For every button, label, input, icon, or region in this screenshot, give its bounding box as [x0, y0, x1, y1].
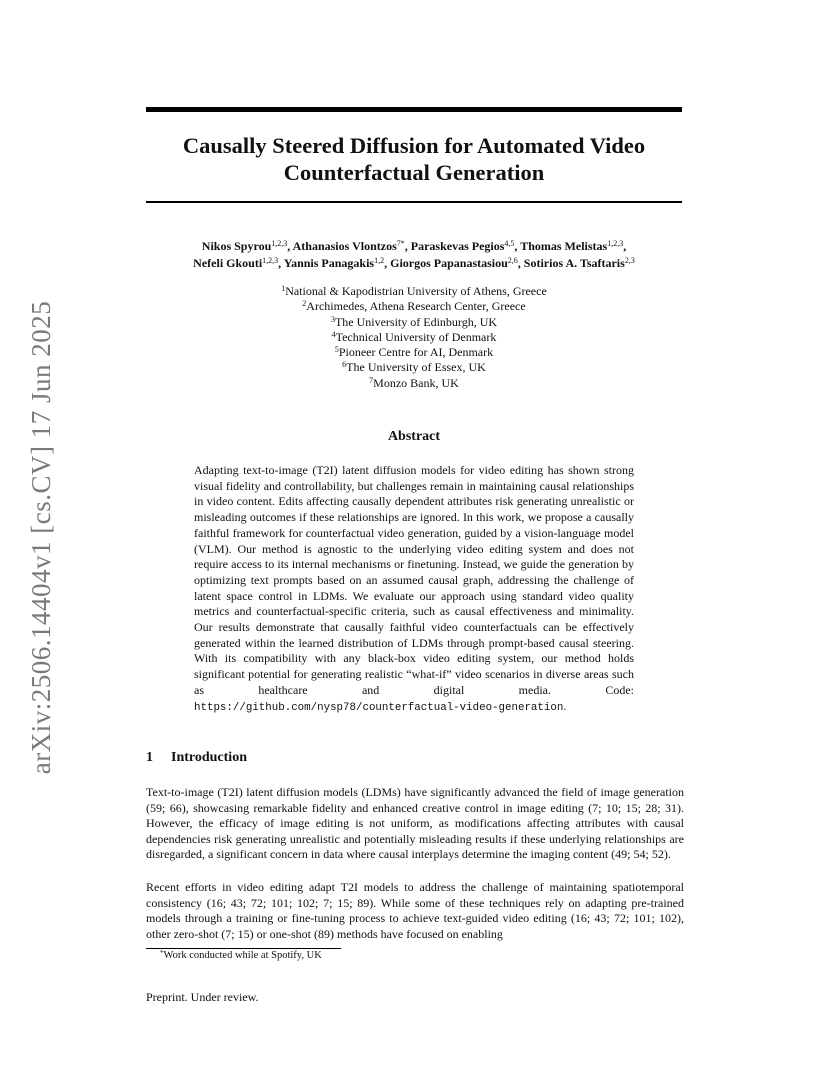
title-top-rule: [146, 107, 682, 112]
affiliation: [146, 330, 682, 345]
author-separator: ,: [623, 239, 627, 253]
abstract-body: [194, 463, 634, 716]
affiliation: [146, 345, 682, 360]
title-line-2: Counterfactual Generation: [283, 160, 545, 185]
author-name: Nikos Spyrou: [201, 239, 272, 253]
footnote: [160, 950, 322, 961]
author-list: [120, 238, 708, 272]
author-name: Nefeli Gkouti: [193, 256, 263, 270]
section-heading-introduction: [146, 750, 247, 766]
affiliation-text: Pioneer Centre for AI, Denmark: [338, 345, 494, 360]
affiliation-number: 2: [302, 299, 307, 309]
affiliation-list: [146, 284, 682, 391]
author-separator: ,: [404, 239, 411, 253]
section-title: Introduction: [171, 750, 247, 765]
author-affil-sup: 1,2,3: [607, 239, 624, 248]
affiliation: [146, 284, 682, 299]
author-name: Athanasios Vlontzos: [292, 239, 397, 253]
affiliation-text: National & Kapodistrian University of Athens, Greece: [285, 284, 547, 298]
affiliation-text: Archimedes, Athena Research Center, Greece: [306, 299, 526, 314]
author-line-2: [120, 255, 708, 272]
author-name: Thomas Melistas: [520, 239, 608, 253]
intro-paragraph-2: Recent efforts in video editing adapt T2I models to address the challenge of maintaining spatiotemporal consistency (16; 43; 72; 101; 102; 7; 15; 89). While some of these techniques rely on adapting pre-trained models through a training or fine-tuning process to achieve text-guided video editing (16; 43; 72; 101; 102), other zero-shot (7; 15) or one-shot (89) methods have focused on enabling: [146, 880, 684, 941]
affiliation-text: Technical University of Denmark: [335, 329, 497, 344]
affiliation: [146, 376, 682, 391]
author-separator: ,: [514, 239, 521, 253]
author-affil-sup: 1,2,3: [262, 256, 279, 265]
affiliation-number: 6: [342, 360, 347, 370]
abstract-end: .: [563, 698, 567, 713]
author-affil-sup: 2,3: [624, 256, 635, 265]
footnote-mark: *: [160, 949, 164, 957]
author-separator: ,: [384, 256, 391, 270]
affiliation: [146, 299, 682, 314]
preprint-notice: Preprint. Under review.: [146, 990, 259, 1004]
author-line-1: [120, 238, 708, 255]
author-name: Giorgos Papanastasiou: [390, 256, 508, 270]
title-bottom-rule: [146, 201, 682, 203]
abstract-heading: Abstract: [387, 429, 441, 444]
affiliation: [146, 315, 682, 330]
author-separator: ,: [517, 256, 524, 270]
footnote-rule: [146, 948, 341, 949]
author-affil-sup: 2,6: [507, 256, 518, 265]
affiliation-number: 5: [334, 345, 339, 355]
author-affil-sup: 7*: [396, 239, 405, 248]
affiliation-number: 3: [330, 314, 335, 324]
affiliation-text: Monzo Bank, UK: [373, 375, 459, 390]
author-affil-sup: 1,2,3: [271, 239, 288, 248]
title-line-1: Causally Steered Diffusion for Automated Video: [182, 133, 646, 158]
author-name: Yannis Panagakis: [283, 256, 375, 270]
affiliation-number: 7: [369, 375, 374, 385]
affiliation-number: 1: [281, 284, 286, 293]
abstract-text: Adapting text-to-image (T2I) latent diffusion models for video editing has shown strong visual fidelity and controllability, but challenges remain in maintaining causal relationships in video content. Edits affecting causally dependent attributes risk generating unrealistic or misleading outcomes if these relationships are ignored. In this work, we propose a causally faithful framework for counterfactual video generation, guided by a vision-language model (VLM). Our method is agnostic to the underlying video editing system and does not require access to its internal mechanisms or finetuning. Instead, we guide the generation by optimizing text prompts based on an assumed causal graph, addressing the challenge of latent space control in LDMs. We evaluate our approach using standard video quality metrics and counterfactual-specific criteria, such as causal effectiveness and minimality. Our results demonstrate that causally faithful video counterfactuals can be effectively generated within the learned distribution of LDMs through prompt-based causal steering. With its compatibility with any black-box video editing system, our method holds significant potential for generating realistic “what-if” video scenarios in diverse areas such as healthcare and digital media. Code:: [194, 463, 634, 697]
author-separator: ,: [287, 239, 293, 253]
affiliation-text: The University of Edinburgh, UK: [334, 314, 498, 329]
affiliation-number: 4: [331, 329, 336, 339]
author-name: Paraskevas Pegios: [410, 239, 505, 253]
author-name: Sotirios A. Tsaftaris: [523, 256, 625, 270]
arxiv-identifier-stamp: [22, 300, 62, 775]
footnote-text: Work conducted while at Spotify, UK: [163, 950, 322, 961]
arxiv-id-text: arXiv:2506.14404v1 [cs.CV] 17 Jun 2025: [26, 300, 57, 775]
intro-paragraph-1: Text-to-image (T2I) latent diffusion models (LDMs) have significantly advanced the field of image generation (59; 66), showcasing remarkable fidelity and enhanced creative control in image editing (7; 10; 15; 28; 31). However, the efficacy of image editing is not uniform, as modifications affecting attributes with causal dependencies risk generating unrealistic and potentially misleading results if these underlying relationships are disregarded, a significant concern in data where causal interplays determine the imaging content (49; 54; 52).: [146, 785, 684, 862]
author-affil-sup: 4,5: [504, 239, 515, 248]
affiliation: [146, 360, 682, 375]
affiliation-text: The University of Essex, UK: [346, 360, 486, 375]
author-separator: ,: [278, 256, 284, 270]
code-url-link[interactable]: https://github.com/nysp78/counterfactual-video-generation: [194, 701, 564, 714]
paper-title: [146, 132, 682, 186]
author-affil-sup: 1,2: [374, 256, 385, 265]
section-number: 1: [146, 750, 153, 765]
